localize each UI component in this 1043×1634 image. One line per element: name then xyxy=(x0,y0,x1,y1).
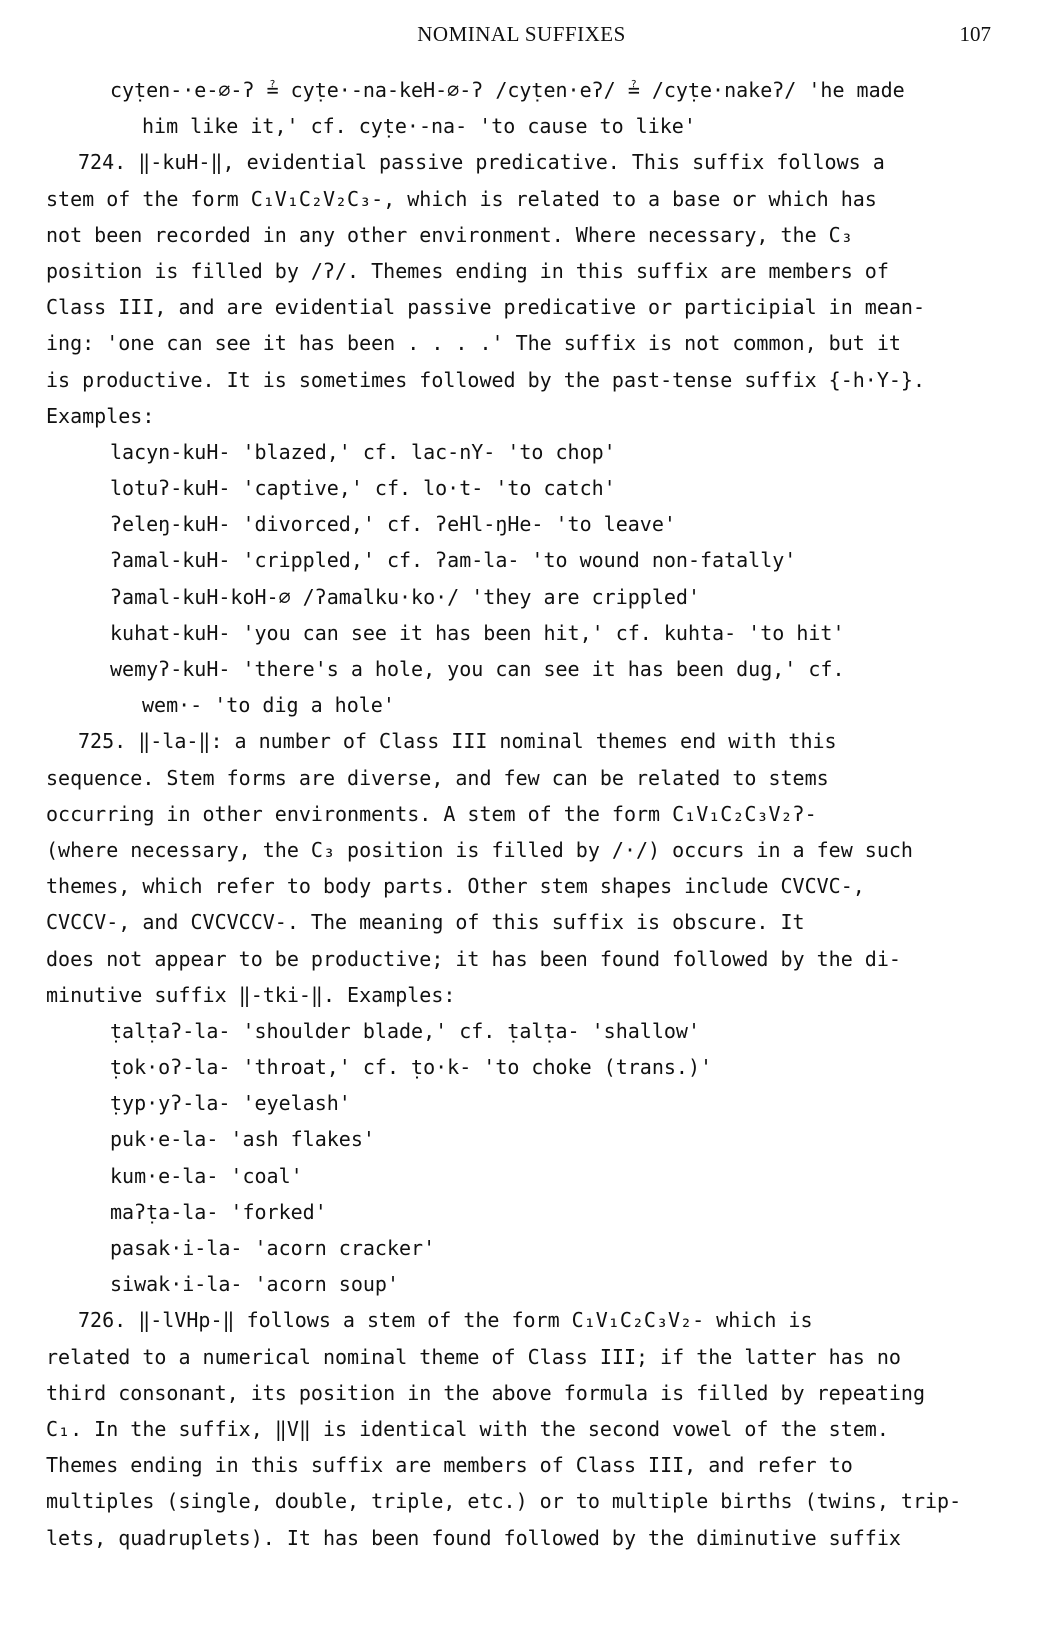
example-line: maʔṭa-la- 'forked' xyxy=(110,1199,327,1224)
text-line: does not appear to be productive; it has been found followed by the di- xyxy=(46,946,901,971)
page-number: 107 xyxy=(959,22,991,46)
example-line: pasak·i-la- 'acorn cracker' xyxy=(110,1236,436,1260)
example-line: lotuʔ-kuH- 'captive,' cf. lo·t- 'to catch' xyxy=(110,476,616,501)
paragraph-726-start: 726. ‖-lVHp-‖ follows a stem of the form C₁V₁C₂C₃V₂- which is xyxy=(78,1308,813,1333)
text-line: (where necessary, the C₃ position is filled by /·/) occurs in a few such xyxy=(46,837,913,862)
text-line: stem of the form C₁V₁C₂V₂C₃-, which is related to a base or which has xyxy=(46,186,877,211)
example-line: wem·- 'to dig a hole' xyxy=(142,693,395,718)
example-line: ṭalṭaʔ-la- 'shoulder blade,' cf. ṭalṭa- 'shallow' xyxy=(110,1018,701,1043)
example-line: puk·e-la- 'ash flakes' xyxy=(110,1127,375,1152)
text-line: Themes ending in this suffix are members of Class III, and refer to xyxy=(46,1453,853,1478)
text-line: lets, quadruplets). It has been found followed by the diminutive suffix xyxy=(46,1525,901,1550)
example-line: kuhat-kuH- 'you can see it has been hit,' cf. kuhta- 'to hit' xyxy=(110,620,845,645)
text-line: sequence. Stem forms are diverse, and few can be related to stems xyxy=(46,765,829,790)
text-line: position is filled by /ʔ/. Themes ending in this suffix are members of xyxy=(46,258,889,283)
text-line: C₁. In the suffix, ‖V‖ is identical with the second vowel of the stem. xyxy=(46,1416,889,1441)
text-line: related to a numerical nominal theme of Class III; if the latter has no xyxy=(46,1344,901,1369)
running-head: NOMINAL SUFFIXES xyxy=(417,22,626,46)
paragraph-724-start: 724. ‖-kuH-‖, evidential passive predicative. This suffix follows a xyxy=(78,150,885,175)
text-line: third consonant, its position in the above formula is filled by repeating xyxy=(46,1380,925,1405)
paragraph-725-start: 725. ‖-la-‖: a number of Class III nominal themes end with this xyxy=(78,729,837,754)
text-line: him like it,' cf. cyṭe·-na- 'to cause to like' xyxy=(142,114,696,139)
body-text xyxy=(46,72,1006,1556)
text-line: is productive. It is sometimes followed by the past-tense suffix {-h·Y-}. xyxy=(46,367,925,392)
text-line: not been recorded in any other environment. Where necessary, the C₃ xyxy=(46,222,853,247)
example-line: kum·e-la- 'coal' xyxy=(110,1163,303,1188)
example-line: ṭok·oʔ-la- 'throat,' cf. ṭo·k- 'to choke (trans.)' xyxy=(110,1055,713,1080)
text-line: Class III, and are evidential passive predicative or participial in mean- xyxy=(46,295,925,320)
example-line: ṭyp·yʔ-la- 'eyelash' xyxy=(110,1091,351,1116)
example-line: ʔamal-kuH-koH-∅ /ʔamalku·ko·/ 'they are crippled' xyxy=(110,584,701,609)
text-line: CVCCV-, and CVCVCCV-. The meaning of this suffix is obscure. It xyxy=(46,910,805,935)
text-line: minutive suffix ‖-tki-‖. Examples: xyxy=(46,982,456,1007)
text-line: themes, which refer to body parts. Other stem shapes include CVCVC-, xyxy=(46,874,865,899)
example-line: ʔeleŋ-kuH- 'divorced,' cf. ʔeHl-ŋHe- 'to leave' xyxy=(110,512,676,537)
text-line: cyṭen-·e-∅-ʔ ≟ cyṭe·-na-keH-∅-ʔ /cyṭen·eʔ/ ≟ /cyṭe·nakeʔ/ 'he made xyxy=(110,78,905,102)
text-line: multiples (single, double, triple, etc.) or to multiple births (twins, trip- xyxy=(46,1489,962,1514)
example-line: wemyʔ-kuH- 'there's a hole, you can see it has been dug,' cf. xyxy=(110,657,845,681)
example-line: ʔamal-kuH- 'crippled,' cf. ʔam-la- 'to wound non-fatally' xyxy=(110,548,797,573)
text-line: Examples: xyxy=(46,403,155,428)
text-line: occurring in other environments. A stem of the form C₁V₁C₂C₃V₂ʔ- xyxy=(46,801,817,826)
page-header xyxy=(0,22,1043,52)
text-line: ing: 'one can see it has been . . . .' The suffix is not common, but it xyxy=(46,331,901,356)
example-line: lacyn-kuH- 'blazed,' cf. lac-nY- 'to chop' xyxy=(110,439,616,464)
example-line: siwak·i-la- 'acorn soup' xyxy=(110,1272,399,1297)
